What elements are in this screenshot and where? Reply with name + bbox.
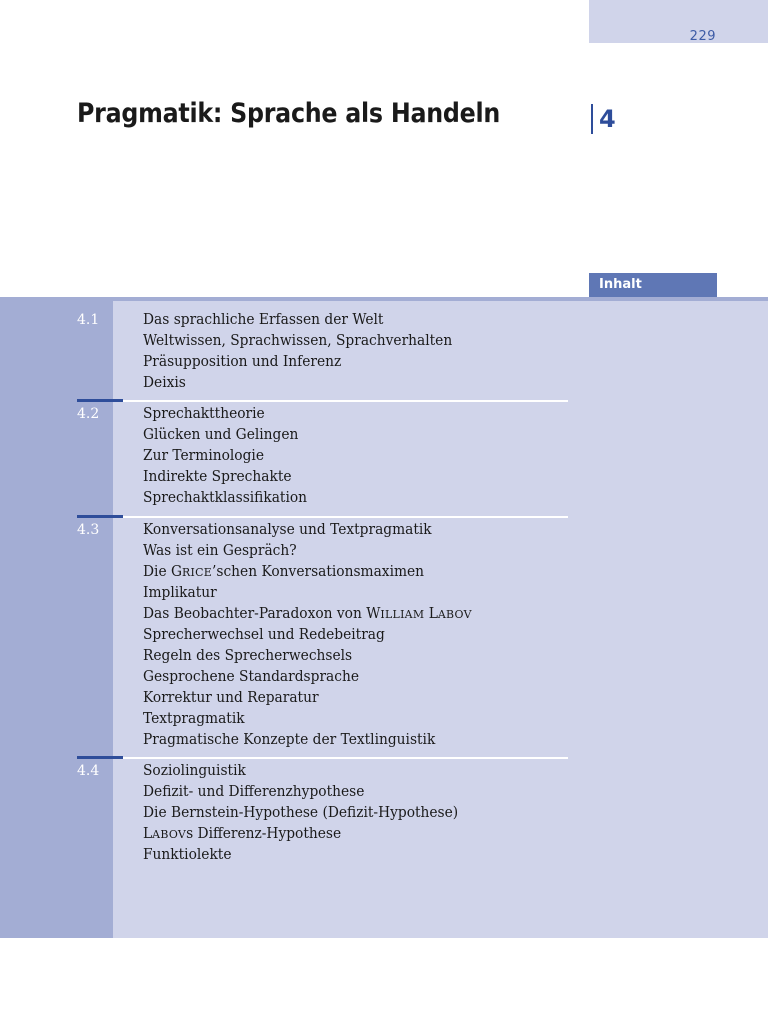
toc-entry[interactable]: Regeln des Sprecherwechsels [143,648,353,664]
toc-entry[interactable]: Korrektur und Reparatur [143,690,319,706]
section-divider-accent [77,515,123,518]
section-entries [143,761,475,866]
toc-label-tab [589,273,717,297]
section-divider-accent [77,399,123,402]
chapter-title: Pragmatik: Sprache als Handeln [77,98,500,129]
toc-entry[interactable]: Deixis [143,375,186,391]
toc-entry[interactable]: Das sprachliche Erfassen der Welt [143,312,384,328]
toc-entry[interactable]: LABOVs Differenz-Hypothese [143,826,342,842]
toc-entry[interactable]: Gesprochene Standardsprache [143,669,359,685]
table-of-contents [0,297,768,938]
toc-entry[interactable]: Indirekte Sprechakte [143,469,292,485]
toc-entry[interactable]: Sprechaktklassifikation [143,490,308,506]
section-entries [143,404,316,509]
toc-side-strip [0,297,113,938]
toc-top-rule [0,297,768,301]
section-number: 4.4 [77,763,100,779]
section-divider [123,757,568,759]
page-number-tab [589,0,768,43]
toc-entry[interactable]: Was ist ein Gespräch? [143,543,297,559]
toc-entry[interactable]: Konversationsanalyse und Textpragmatik [143,522,432,538]
page-number: 229 [689,29,716,44]
toc-entry[interactable]: Das Beobachter-Paradoxon von WILLIAM LABOV [143,606,472,622]
toc-entry[interactable]: Die Bernstein-Hypothese (Defizit-Hypothese) [143,805,459,821]
toc-entry[interactable]: Funktiolekte [143,847,232,863]
toc-label: Inhalt [599,277,642,292]
section-number: 4.2 [77,406,100,422]
toc-entry[interactable]: Die GRICE’schen Konversationsmaximen [143,564,425,580]
toc-entry[interactable]: Zur Terminologie [143,448,264,464]
section-number: 4.3 [77,522,100,538]
toc-entry[interactable]: Sprecherwechsel und Redebeitrag [143,627,385,643]
section-entries [143,310,468,394]
toc-entry[interactable]: Glücken und Gelingen [143,427,299,443]
section-divider-accent [77,756,123,759]
toc-entry[interactable]: Defizit- und Differenzhypothese [143,784,365,800]
section-divider [123,400,568,402]
chapter-number-marker [591,104,616,134]
toc-entry[interactable]: Soziolinguistik [143,763,246,779]
toc-entry[interactable]: Implikatur [143,585,217,601]
toc-entry[interactable]: Weltwissen, Sprachwissen, Sprachverhalten [143,333,453,349]
chapter-number: 4 [599,105,616,133]
toc-entry[interactable]: Pragmatische Konzepte der Textlinguistik [143,732,436,748]
toc-entry[interactable]: Textpragmatik [143,711,245,727]
toc-entry[interactable]: Präsupposition und Inferenz [143,354,342,370]
section-entries [143,520,489,751]
toc-entry[interactable]: Sprechakttheorie [143,406,265,422]
section-divider [123,516,568,518]
section-number: 4.1 [77,312,100,328]
